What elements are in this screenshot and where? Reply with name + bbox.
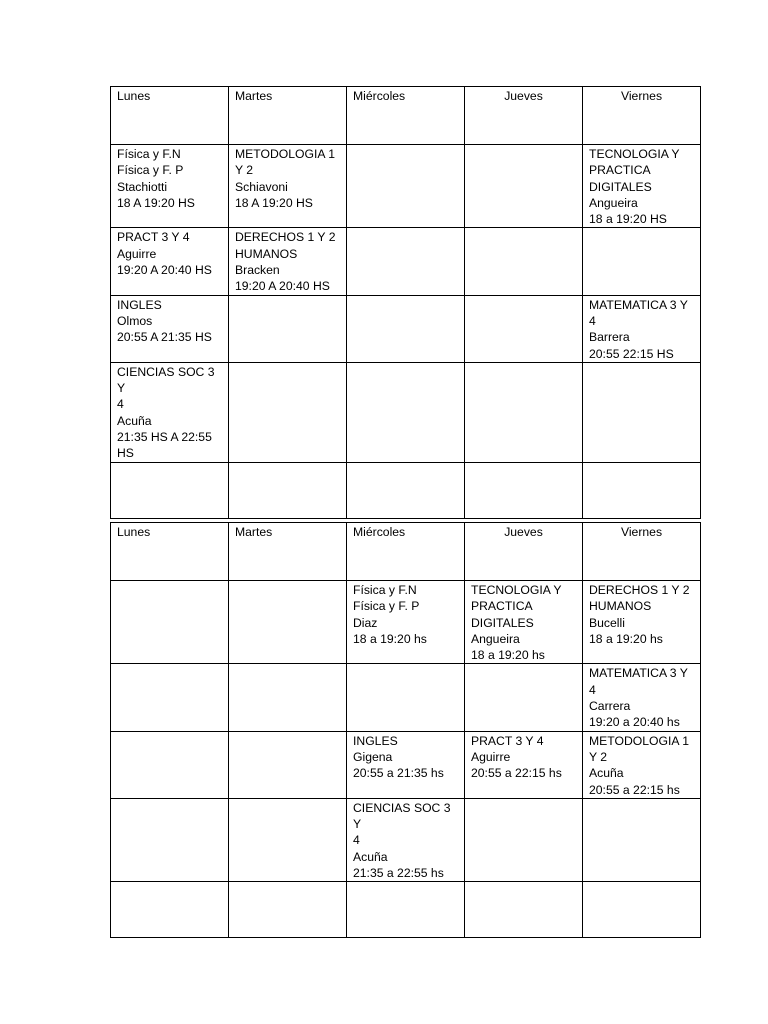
table-cell bbox=[583, 362, 701, 462]
table-cell: INGLES Gigena 20:55 a 21:35 hs bbox=[347, 731, 465, 798]
table-cell bbox=[111, 798, 229, 881]
table-cell bbox=[229, 462, 347, 518]
table-cell bbox=[465, 362, 583, 462]
table-cell bbox=[583, 798, 701, 881]
table-cell bbox=[465, 462, 583, 518]
table-cell bbox=[347, 145, 465, 228]
table-row bbox=[111, 145, 701, 228]
table-cell bbox=[229, 581, 347, 664]
table-cell bbox=[465, 664, 583, 731]
header-cell-viernes: Viernes bbox=[583, 87, 701, 145]
table-row bbox=[111, 798, 701, 881]
table-cell bbox=[229, 882, 347, 938]
table-cell bbox=[583, 462, 701, 518]
table-cell: PRACT 3 Y 4 Aguirre 20:55 a 22:15 hs bbox=[465, 731, 583, 798]
table-cell bbox=[229, 798, 347, 881]
table-row bbox=[111, 362, 701, 462]
table-cell: DERECHOS 1 Y 2 HUMANOS Bracken 19:20 A 20:40 HS bbox=[229, 228, 347, 295]
table-row bbox=[111, 228, 701, 295]
table-cell bbox=[465, 295, 583, 362]
table-cell: TECNOLOGIA Y PRACTICA DIGITALES Angueira 18 a 19:20 HS bbox=[583, 145, 701, 228]
header-cell-miercoles: Miércoles bbox=[347, 87, 465, 145]
table-cell bbox=[347, 664, 465, 731]
header-cell-lunes: Lunes bbox=[111, 87, 229, 145]
table-cell: DERECHOS 1 Y 2 HUMANOS Bucelli 18 a 19:20 hs bbox=[583, 581, 701, 664]
table-cell: MATEMATICA 3 Y 4 Barrera 20:55 22:15 HS bbox=[583, 295, 701, 362]
table-row bbox=[111, 882, 701, 938]
table-cell bbox=[347, 882, 465, 938]
table-row bbox=[111, 731, 701, 798]
table-row bbox=[111, 664, 701, 731]
table-cell bbox=[229, 362, 347, 462]
header-cell-martes: Martes bbox=[229, 87, 347, 145]
table-cell: METODOLOGIA 1 Y 2 Acuña 20:55 a 22:15 hs bbox=[583, 731, 701, 798]
table-cell: TECNOLOGIA Y PRACTICA DIGITALES Angueira 18 a 19:20 hs bbox=[465, 581, 583, 664]
table-cell: METODOLOGIA 1 Y 2 Schiavoni 18 A 19:20 HS bbox=[229, 145, 347, 228]
table-cell bbox=[111, 664, 229, 731]
table-cell bbox=[465, 145, 583, 228]
table-cell bbox=[347, 228, 465, 295]
table-cell: INGLES Olmos 20:55 A 21:35 HS bbox=[111, 295, 229, 362]
table-row bbox=[111, 295, 701, 362]
table-cell: Física y F.N Física y F. P Diaz 18 a 19:20 hs bbox=[347, 581, 465, 664]
table-cell bbox=[465, 882, 583, 938]
header-row bbox=[111, 87, 701, 145]
table-cell: CIENCIAS SOC 3 Y 4 Acuña 21:35 HS A 22:55 HS bbox=[111, 362, 229, 462]
table-cell bbox=[229, 731, 347, 798]
table-row bbox=[111, 462, 701, 518]
header-cell-miercoles: Miércoles bbox=[347, 523, 465, 581]
table-cell: MATEMATICA 3 Y 4 Carrera 19:20 a 20:40 hs bbox=[583, 664, 701, 731]
header-cell-jueves: Jueves bbox=[465, 523, 583, 581]
header-cell-lunes: Lunes bbox=[111, 523, 229, 581]
table-cell bbox=[347, 295, 465, 362]
header-row bbox=[111, 523, 701, 581]
table-cell: Física y F.N Física y F. P Stachiotti 18 A 19:20 HS bbox=[111, 145, 229, 228]
header-cell-jueves: Jueves bbox=[465, 87, 583, 145]
table-cell bbox=[347, 462, 465, 518]
header-cell-martes: Martes bbox=[229, 523, 347, 581]
table-cell bbox=[229, 295, 347, 362]
table-row bbox=[111, 581, 701, 664]
table-cell bbox=[583, 228, 701, 295]
table-cell bbox=[111, 882, 229, 938]
table-cell: PRACT 3 Y 4 Aguirre 19:20 A 20:40 HS bbox=[111, 228, 229, 295]
schedule-table-1 bbox=[110, 86, 701, 519]
schedule-table-2 bbox=[110, 522, 701, 938]
table-cell: CIENCIAS SOC 3 Y 4 Acuña 21:35 a 22:55 hs bbox=[347, 798, 465, 881]
table-cell bbox=[111, 462, 229, 518]
table-cell bbox=[229, 664, 347, 731]
table-cell bbox=[347, 362, 465, 462]
header-cell-viernes: Viernes bbox=[583, 523, 701, 581]
table-cell bbox=[465, 228, 583, 295]
table-cell bbox=[465, 798, 583, 881]
table-cell bbox=[583, 882, 701, 938]
table-cell bbox=[111, 731, 229, 798]
table-cell bbox=[111, 581, 229, 664]
